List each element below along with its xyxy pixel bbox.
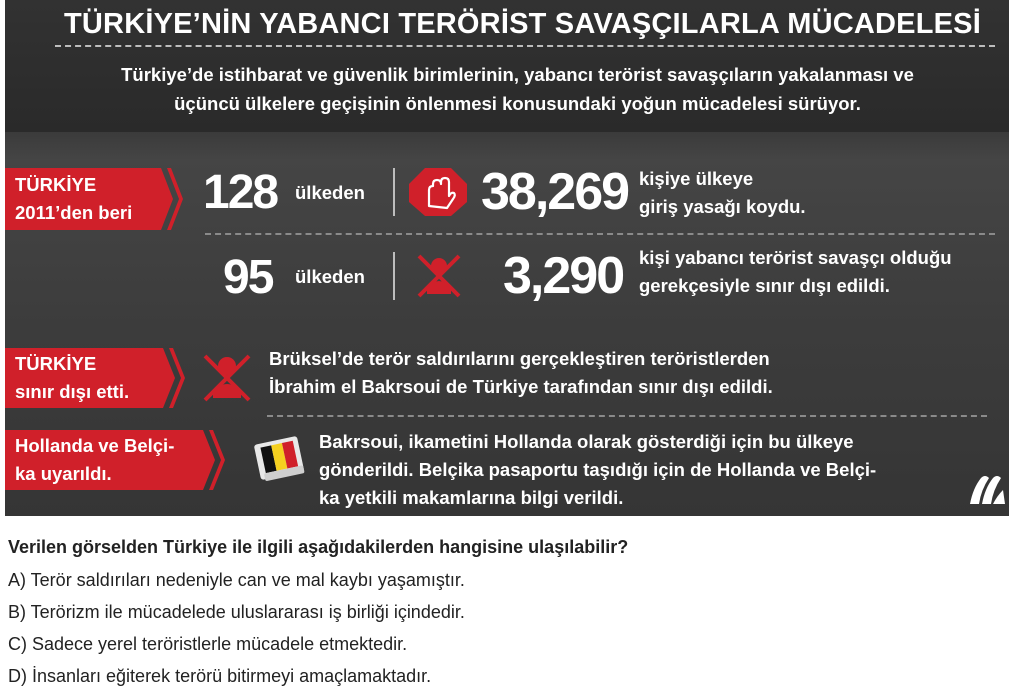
section3-desc-line-1: Bakrsoui, ikametini Hollanda olarak gösterdiği için bu ülkeye (319, 431, 854, 452)
countries-count-128: 128 (203, 166, 278, 219)
infographic (5, 0, 1009, 516)
subtitle-line-1: Türkiye’de istihbarat ve güvenlik birimlerinin, yabancı terörist savaşçıların yakalanması ve (121, 64, 914, 85)
tag-arrow-icon (195, 430, 225, 490)
tag-turkiye-since-2011 (5, 168, 153, 230)
option-b[interactable]: B) Terörizm ile mücadelede uluslararası iş birliği içindedir. (8, 602, 465, 622)
row2-description (639, 244, 952, 300)
tag-netherlands-belgium-warned (5, 430, 195, 490)
people-count-38269: 38,269 (481, 163, 629, 221)
hand-stop-icon (407, 166, 469, 218)
row1-description (639, 165, 806, 221)
tag-line-1: Hollanda ve Belçi- (15, 435, 175, 456)
section-divider (267, 415, 987, 417)
question-stem: Verilen görselden Türkiye ile ilgili aşağıdakilerden hangisine ulaşılabilir? (8, 537, 629, 557)
tag-arrow-icon (155, 348, 185, 408)
crossed-terrorist-icon (199, 346, 255, 406)
row-divider (205, 233, 995, 235)
crossed-terrorist-icon (411, 248, 467, 304)
belgian-passport-icon (253, 430, 309, 482)
countries-label: ülkeden (295, 182, 365, 203)
option-d[interactable]: D) İnsanları eğiterek terörü bitirmeyi amaçlamaktadır. (8, 666, 432, 686)
vertical-divider (393, 252, 395, 300)
row2-desc-line-1: kişi yabancı terörist savaşçı olduğu (639, 247, 952, 268)
tag-line-1: TÜRKİYE (15, 353, 97, 374)
vertical-divider (393, 168, 395, 216)
tag-line-2: ka uyarıldı. (15, 463, 112, 484)
option-a[interactable]: A) Terör saldırıları nedeniyle can ve mal kaybı yaşamıştır. (8, 570, 465, 590)
tag-arrow-icon (153, 168, 183, 230)
section3-desc-line-3: ka yetkili makamlarına bilgi verildi. (319, 487, 624, 508)
row2-desc-line-2: gerekçesiyle sınır dışı edildi. (639, 275, 890, 296)
section2-description (269, 345, 773, 401)
section2-desc-line-1: Brüksel’de terör saldırılarını gerçekleştiren teröristlerden (269, 348, 770, 369)
countries-label: ülkeden (295, 266, 365, 287)
section2-desc-line-2: İbrahim el Bakrsoui de Türkiye tarafından sınır dışı edildi. (269, 376, 773, 397)
infographic-subtitle (45, 60, 990, 118)
row1-desc-line-2: giriş yasağı koydu. (639, 196, 806, 217)
tag-turkiye-deported (5, 348, 155, 408)
aa-logo-icon (967, 470, 1007, 508)
infographic-title: TÜRKİYE’NİN YABANCI TERÖRİST SAVAŞÇILARLA MÜCADELESİ (64, 8, 981, 40)
countries-count-95: 95 (223, 251, 273, 304)
option-c[interactable]: C) Sadece yerel teröristlerle mücadele etmektedir. (8, 634, 408, 654)
people-count-3290: 3,290 (503, 247, 624, 305)
tag-line-2: sınır dışı etti. (15, 381, 130, 402)
section3-desc-line-2: gönderildi. Belçika pasaportu taşıdığı için de Hollanda ve Belçi- (319, 459, 877, 480)
tag-line-2: 2011’den beri (15, 202, 133, 223)
title-divider (55, 45, 995, 47)
section3-description (319, 428, 876, 512)
row1-desc-line-1: kişiye ülkeye (639, 168, 754, 189)
tag-line-1: TÜRKİYE (15, 174, 97, 195)
subtitle-line-2: üçüncü ülkelere geçişinin önlenmesi konusundaki yoğun mücadelesi sürüyor. (174, 93, 861, 114)
